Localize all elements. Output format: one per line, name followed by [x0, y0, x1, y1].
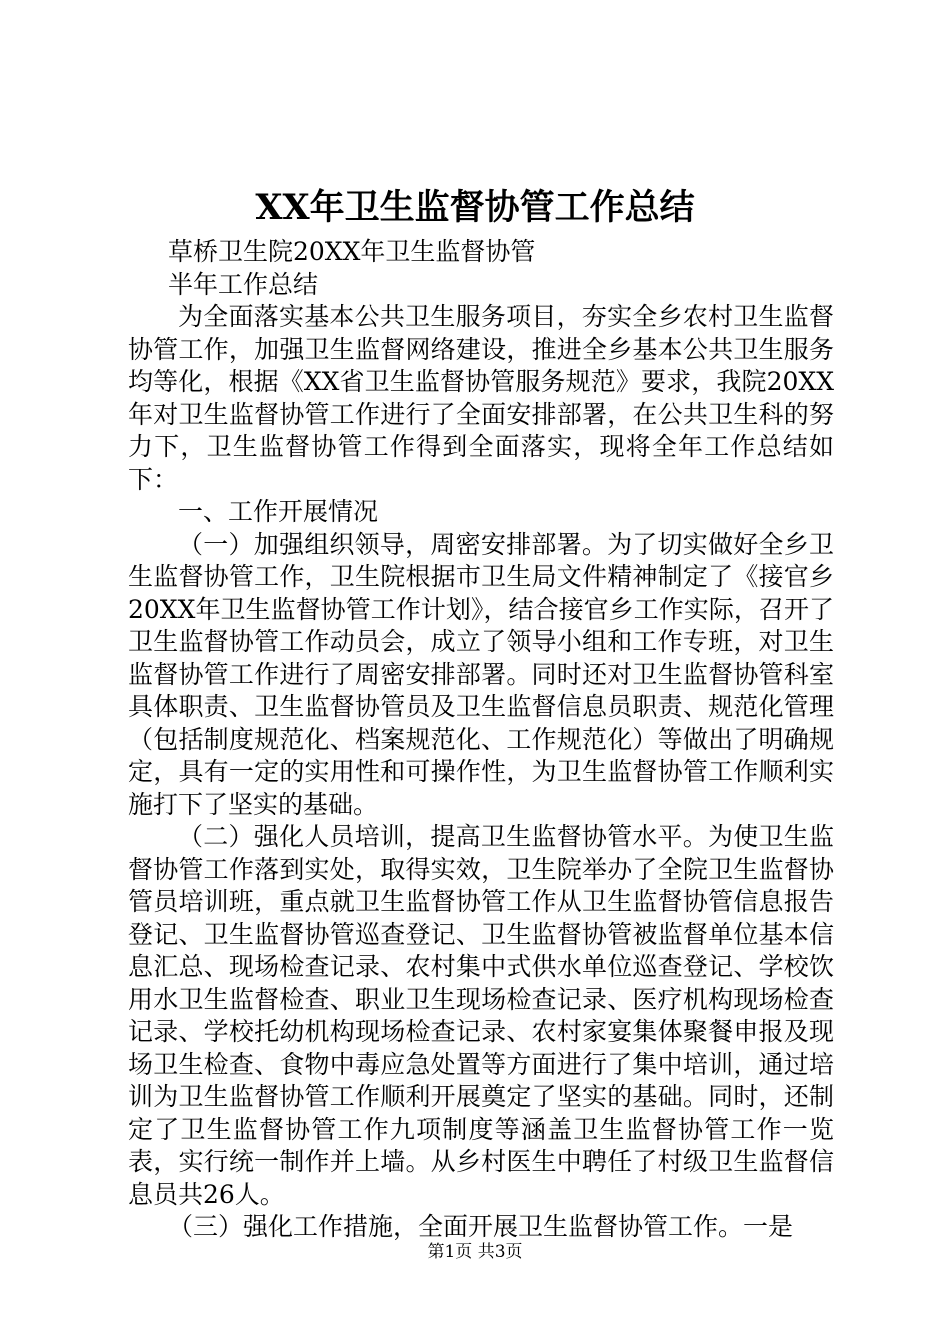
paragraph-subtitle-line2: 半年工作总结 — [168, 269, 319, 299]
paragraph-intro: 为全面落实基本公共卫生服务项目，夯实全乡农村卫生监督协管工作，加强卫生监督网络建设，推进全乡基本公共卫生服务均等化，根据《XX省卫生监督协管服务规范》要求，我院20XX年对卫生监督协管工作进行了全面安排部署，在公共卫生科的努力下，卫生监督协管工作得到全面落实，现将全年工作总结如下： — [128, 302, 834, 494]
document-title: XX年卫生监督协管工作总结 — [255, 187, 695, 228]
paragraph-section-2: （二）强化人员培训，提高卫生监督协管水平。为使卫生监督协管工作落到实处，取得实效，卫生院举办了全院卫生监督协管员培训班，重点就卫生监督协管工作从卫生监督协管信息报告登记、卫生监督协管巡查登记、卫生监督协管被监督单位基本信息汇总、现场检查记录、农村集中式供水单位巡查登记、学校饮用水卫生监督检查、职业卫生现场检查记录、医疗机构现场检查记录、学校托幼机构现场检查记录、农村家宴集体聚餐申报及现场卫生检查、食物中毒应急处置等方面进行了集中培训，通过培训为卫生监督协管工作顺利开展奠定了坚实的基础。同时，还制定了卫生监督协管工作九项制度等涵盖卫生监督协管工作一览表，实行统一制作并上墙。从乡村医生中聘任了村级卫生监督信息员共26人。 — [128, 822, 834, 1209]
paragraph-subtitle-line1: 草桥卫生院20XX年卫生监督协管 — [168, 237, 536, 266]
page-footer: 第1页 共3页 — [427, 1242, 523, 1262]
paragraph-section-1: （一）加强组织领导，周密安排部署。为了切实做好全乡卫生监督协管工作，卫生院根据市卫生局文件精神制定了《接官乡20XX年卫生监督协管工作计划》，结合接官乡工作实际，召开了卫生监督协管工作动员会，成立了领导小组和工作专班，对卫生监督协管工作进行了周密安排部署。同时还对卫生监督协管科室具体职责、卫生监督协管员及卫生监督信息员职责、规范化管理（包括制度规范化、档案规范化、工作规范化）等做出了明确规定，具有一定的实用性和可操作性，为卫生监督协管工作顺利实施打下了坚实的基础。 — [128, 529, 834, 819]
document-body — [128, 236, 834, 1244]
paragraph-section-3: （三）强化工作措施，全面开展卫生监督协管工作。一是 — [168, 1212, 794, 1241]
section-heading-work: 一、工作开展情况 — [178, 497, 379, 526]
